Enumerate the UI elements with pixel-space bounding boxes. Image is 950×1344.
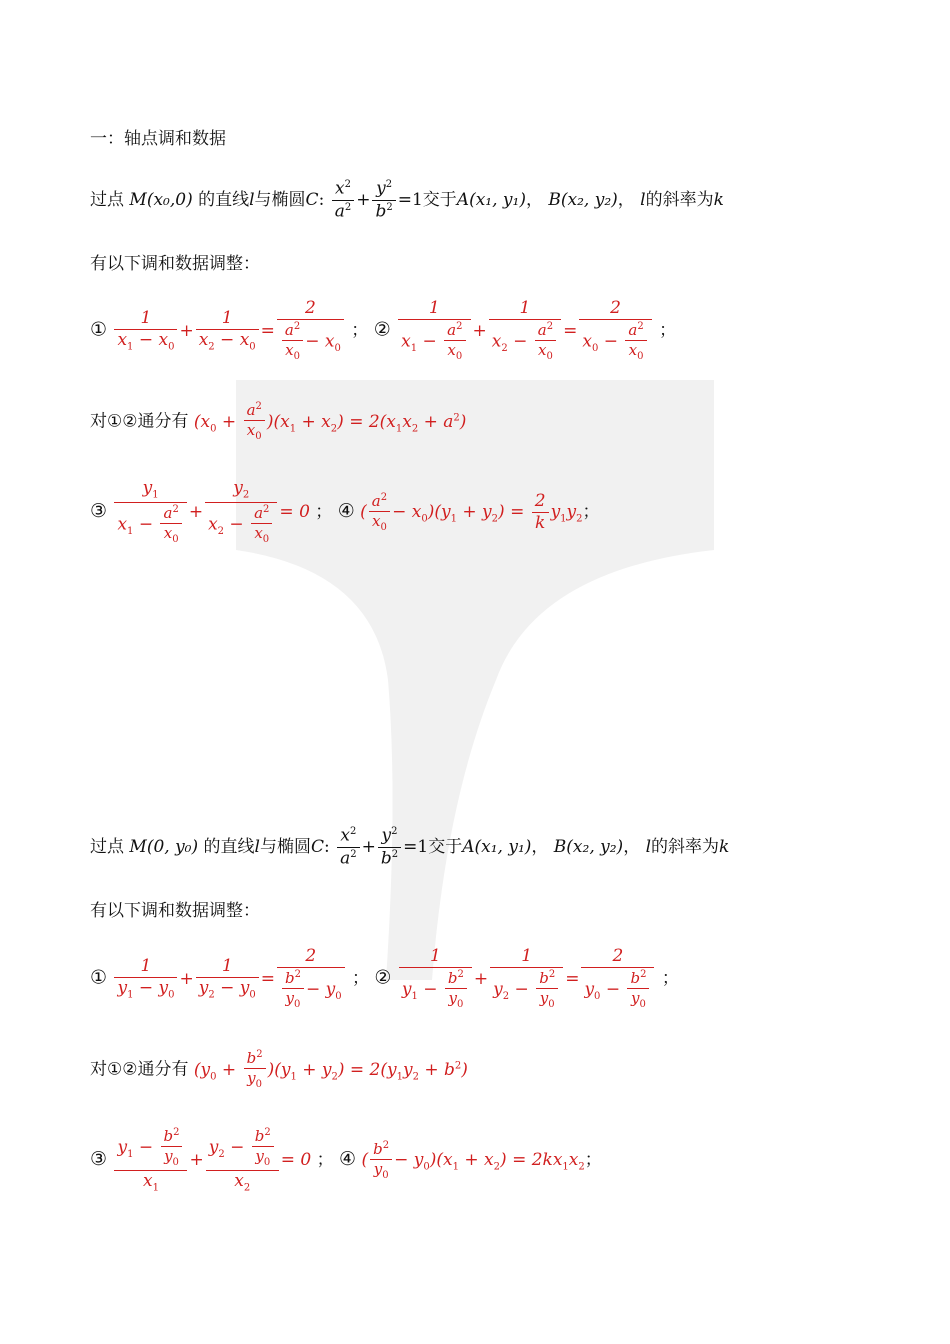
part1-formula-3-4: ③ $y_1$ $x_1$ − $\frac{a^2}{x_0}$ + $y_2$ $x_2$ − $\frac{a^2}{x_0}$ = 0 ； ④ ( $\frac{a^2}{x_0}$ − $x_0)(y_1 + y_2)$ = $\frac{2}{k}$ $y_1y_2$； — [90, 478, 600, 546]
part2-common: 对①②通分有 ($y_0$ + $\frac{b^2}{y_0}$ )$(y_1 + y_2) = 2(y_1y_2 + b^2)$ — [90, 1049, 468, 1090]
part1-formula-1-2: ① $\frac{1}{x_1 - x_0}$ + $\frac{1}{x_2 - x_0}$ = 2 $\frac{a^2}{x_0}$ − $x_0$ ； ② 1 $x_1$ − $\frac{a^2}{x_0}$ + 1 $x_2$ − $\frac{a^2}{x_0}$ = 2 $x_0$ − $\frac{a^2}{x_0}$ ； — [90, 298, 677, 362]
watermark-logo-icon — [236, 380, 716, 980]
ellipse-term-y: $\frac{y^2}{b^2}$ — [372, 180, 395, 220]
section-title: 一：轴点调和数据 — [90, 129, 226, 149]
part2-formula-1-2: ① $\frac{1}{y_1 - y_0}$ + $\frac{1}{y_2 - y_0}$ = 2 $\frac{b^2}{y_0}$ − $y_0$ ； ② 1 $y_1$ − $\frac{b^2}{y_0}$ + 1 $y_2$ − $\frac{b^2}{y_0}$ = 2 $y_0$ − $\frac{b^2}{y_0}$ ； — [90, 946, 679, 1010]
ellipse-term-x: $\frac{x^2}{a^2}$ — [332, 180, 355, 220]
part1-adjust-text: 有以下调和数据调整： — [90, 254, 260, 274]
part2-adjust-text: 有以下调和数据调整： — [90, 901, 260, 921]
part1-common: 对①②通分有 ($x_0$ + $\frac{a^2}{x_0}$ )$(x_1 + x_2) = 2(x_1x_2 + a^2)$ — [90, 401, 467, 442]
part1-intro: 过点 M(x₀,0) 的直线l与椭圆C: $\frac{x^2}{a^2}$ + $\frac{y^2}{b^2}$ =1交于A(x₁, y₁)， B(x₂, y₂)， l的斜率为k — [90, 178, 724, 222]
part2-intro: 过点 M(0, y₀) 的直线l与椭圆C: $\frac{x^2}{a^2}$ + $\frac{y^2}{b^2}$ =1交于A(x₁, y₁)， B(x₂, y₂)， l的斜率为k — [90, 825, 730, 869]
part2-formula-3-4: ③ $y_1$ − $\frac{b^2}{y_0}$ $x_1$ + $y_2$ − $\frac{b^2}{y_0}$ $x_2$ = 0 ； ④ ( $\frac{b^2}{y_0}$ − $y_0)(x_1 + x_2) = 2kx_1x_2$； — [90, 1127, 602, 1194]
